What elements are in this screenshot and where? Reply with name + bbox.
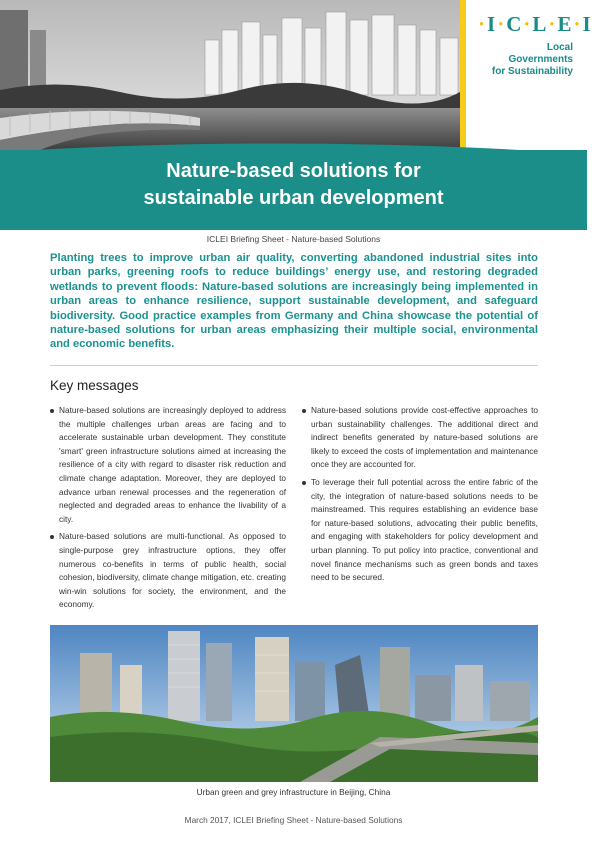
page-footer: March 2017, ICLEI Briefing Sheet - Nature-based Solutions [184, 815, 403, 825]
intro-paragraph: Planting trees to improve urban air quality, converting abandoned industrial sites into urban parks, greening roofs to reduce buildings’ energy use, and restoring degraded wetlands to prevent floods: Nature-based solutions are increasingly being implemented in urban areas to enhance resilience, support sustainable development, and safeguard biodiversity. Good practice examples from Germany and China showcase the potential of nature-based solutions for urban areas emphasizing their multiple social, environmental and economic benefits. [50, 252, 538, 351]
key-messages-right-column [302, 404, 538, 589]
logo-line-3: for Sustainability [491, 66, 573, 77]
key-message-item: Nature-based solutions are multi-functional. As opposed to single-purpose grey infrastructure options, they offer numerous co-benefits in terms of public health, social cohesion, biodiversity, climate change mitigation, etc. creating win-win solutions for society, the environment, and the economy. [50, 530, 286, 612]
title-line-2: sustainable urban development [143, 187, 444, 209]
key-message-item: Nature-based solutions provide cost-effective approaches to urban sustainability challenges. The additional direct and indirect benefits generated by nature-based solutions are likely to exceed the costs of implementation and maintenance once they are accounted for. [302, 404, 538, 472]
logo-line-1: Local [546, 42, 573, 53]
logo-line-2: Governments [508, 54, 573, 65]
key-message-item: Nature-based solutions are increasingly deployed to address the multiple challenges urban areas are facing and to accelerate sustainable urban development. They constitute 'smart' green infrastructure solutions aimed at increasing the resilience of a city with regard to disaster risk reduction and climate change adaptation. Moreover, they are deployed to advance urban renewal processes and the regeneration of neglected and degraded areas to enhance the livability of a city. [50, 404, 286, 526]
page-title [0, 158, 587, 212]
logo-accent-bar [460, 0, 466, 160]
beijing-photo [50, 625, 538, 782]
divider [50, 365, 538, 366]
subtitle: ICLEI Briefing Sheet - Nature-based Solutions [206, 234, 381, 244]
logo-tagline [492, 42, 573, 78]
key-message-item: To leverage their full potential across the entire fabric of the city, the integration of nature-based solutions needs to be mainstreamed. This requires establishing an evidence base for nature-based solutions, advocating their public benefits, and engaging with stakeholders for policy development and urban planning. To put policy into practice, conventional and novel finance mechanisms such as green bonds and taxes need to be secured. [302, 476, 538, 585]
title-line-1: Nature-based solutions for [166, 160, 421, 182]
key-messages-left-column [50, 404, 286, 616]
hero-photo [0, 0, 460, 160]
iclei-logo: ·I·C·L·E·I [478, 12, 593, 36]
key-messages-heading: Key messages [50, 378, 139, 393]
photo-caption: Urban green and grey infrastructure in Beijing, China [196, 787, 391, 797]
